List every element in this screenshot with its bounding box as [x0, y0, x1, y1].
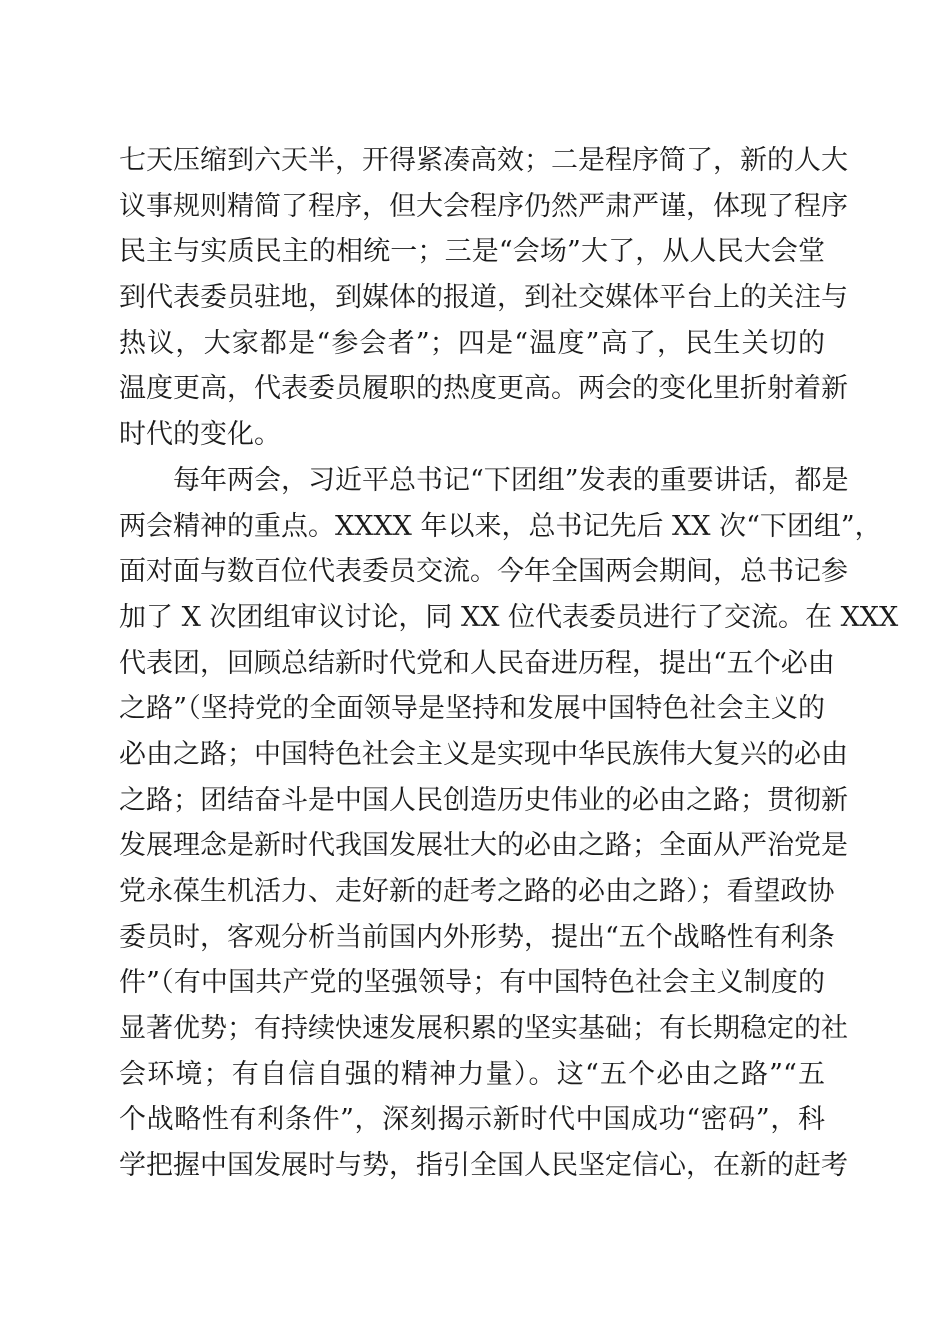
paragraph-2-line-11: 委员时，客观分析当前国内外形势，提出“五个战略性有利条 [119, 921, 835, 953]
paragraph-2-line-15: 个战略性有利条件”，深刻揭示新时代中国成功“密码”，科 [119, 1104, 825, 1136]
paragraph-2-line-6: 之路”（坚持党的全面领导是坚持和发展中国特色社会主义的 [119, 693, 825, 725]
paragraph-2-line-8: 之路；团结奋斗是中国人民创造历史伟业的必由之路；贯彻新 [119, 784, 848, 816]
paragraph-1-line-6: 温度更高，代表委员履职的热度更高。两会的变化里折射着新 [119, 373, 848, 405]
paragraph-2-line-2: 两会精神的重点。XXXX 年以来，总书记先后 XX 次“下团组”， [119, 510, 882, 542]
paragraph-2-line-7: 必由之路；中国特色社会主义是实现中华民族伟大复兴的必由 [119, 738, 848, 770]
paragraph-2-line-12: 件”（有中国共产党的坚强领导；有中国特色社会主义制度的 [119, 967, 825, 999]
paragraph-2-line-4: 加了 X 次团组审议讨论，同 XX 位代表委员进行了交流。在 XXX [119, 601, 899, 633]
paragraph-2-line-3: 面对面与数百位代表委员交流。今年全国两会期间，总书记参 [119, 556, 848, 588]
paragraph-1-line-7: 时代的变化。 [119, 419, 281, 451]
paragraph-2-line-13: 显著优势；有持续快速发展积累的坚实基础；有长期稳定的社 [119, 1013, 848, 1045]
paragraph-1-line-5: 热议，大家都是“参会者”；四是“温度”高了，民生关切的 [119, 327, 825, 359]
paragraph-1-line-3: 民主与实质民主的相统一；三是“会场”大了，从人民大会堂 [119, 236, 825, 268]
paragraph-2-line-16: 学把握中国发展时与势，指引全国人民坚定信心，在新的赶考 [119, 1150, 848, 1182]
paragraph-2-line-5: 代表团，回顾总结新时代党和人民奋进历程，提出“五个必由 [119, 647, 835, 679]
paragraph-2-line-1: 每年两会，习近平总书记“下团组”发表的重要讲话，都是 [173, 464, 849, 496]
paragraph-2-line-14: 会环境；有自信自强的精神力量）。这“五个必由之路”“五 [119, 1058, 825, 1090]
paragraph-2-line-9: 发展理念是新时代我国发展壮大的必由之路；全面从严治党是 [119, 830, 848, 862]
paragraph-2-line-10: 党永葆生机活力、走好新的赶考之路的必由之路）；看望政协 [119, 876, 835, 907]
paragraph-1-line-4: 到代表委员驻地，到媒体的报道，到社交媒体平台上的关注与 [119, 282, 848, 314]
paragraph-1-line-1: 七天压缩到六天半，开得紧凑高效；二是程序简了，新的人大 [119, 145, 848, 176]
paragraph-1-line-2: 议事规则精简了程序，但大会程序仍然严肃严谨，体现了程序 [119, 190, 848, 222]
body-text [119, 138, 899, 1189]
